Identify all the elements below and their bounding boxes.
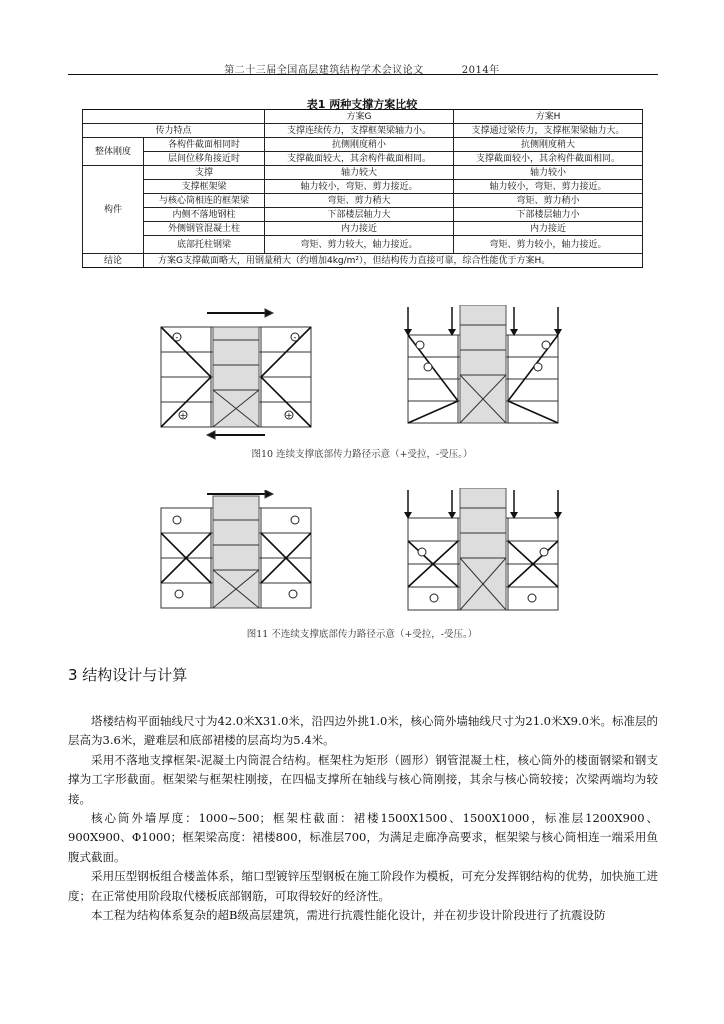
table-row <box>83 152 643 166</box>
table-cell: 下部楼层轴力小 <box>454 208 643 222</box>
figure-11-caption: 图11 不连续支撑底部传力路径示意（+受拉，-受压。） <box>246 629 478 640</box>
table-cell: 轴力较小，弯矩、剪力接近。 <box>265 180 454 194</box>
group-label: 构件 <box>83 166 144 254</box>
table-cell: 弯矩、剪力稍小 <box>454 194 643 208</box>
compression-sign: - <box>293 333 297 342</box>
figure-10-right <box>402 305 567 430</box>
header-year: 2014年 <box>461 65 500 76</box>
table-cell: 内力接近 <box>454 222 643 236</box>
table-row <box>83 254 643 268</box>
compression-sign: - <box>175 333 179 342</box>
paragraph: 采用不落地支撑框架-泥凝土内筒混合结构。框架柱为矩形（圆形）钢管混凝土柱，核心筒外的楼面钢梁和钢支撑为工字形截面。框架梁与框架柱刚接，在四榀支撑所在轴线与核心筒刚接，其余与核心筒较接；次梁两端均为较接。 <box>68 752 658 806</box>
header-scheme-h: 方案H <box>454 110 643 124</box>
paragraph: 本工程为结构体系复杂的超B级高层建筑，需进行抗震性能化设计，并在初步设计阶段进行了抗震设防 <box>91 908 606 923</box>
table-row <box>83 208 643 222</box>
table-cell: 轴力较小 <box>454 166 643 180</box>
table-row <box>83 194 643 208</box>
table-cell: 支撑连续传力，支撑框架梁轴力小。 <box>265 124 454 138</box>
row-label: 支撑 <box>144 166 265 180</box>
row-label: 与核心筒相连的框架梁 <box>144 194 265 208</box>
table-row <box>83 180 643 194</box>
header-scheme-g: 方案G <box>265 110 454 124</box>
row-label: 外侧钢管混凝土柱 <box>144 222 265 236</box>
table-cell: 抗侧刚度稍小 <box>265 138 454 152</box>
comparison-table <box>82 109 643 268</box>
table-cell: 轴力较大 <box>265 166 454 180</box>
row-label: 层间位移角接近时 <box>144 152 265 166</box>
row-label: 传力特点 <box>83 124 265 138</box>
table-cell: 弯矩、剪力较大，轴力接近。 <box>265 236 454 254</box>
table-row <box>83 236 643 254</box>
table-cell: 轴力较小，弯矩、剪力接近。 <box>454 180 643 194</box>
table-title: 表1 两种支撑方案比较 <box>306 98 418 111</box>
table-row <box>83 166 643 180</box>
table-cell: 支撑通过梁传力，支撑框架梁轴力大。 <box>454 124 643 138</box>
tension-sign: + <box>285 411 293 420</box>
table-cell: 内力接近 <box>265 222 454 236</box>
table-cell: 支撑截面较小，其余构件截面相同。 <box>454 152 643 166</box>
row-label: 结论 <box>83 254 144 268</box>
paragraph: 核心筒外墙厚度：1000~500；框架柱截面：裙楼1500X1500、1500X1000，标准层1200X900、900X900、Φ1000；框架梁高度：裙楼800，标准层700，为满足走廊净高要求，框架梁与核心筒相连一端采用鱼腹式截面。 <box>68 811 658 864</box>
tension-sign: + <box>179 411 187 420</box>
group-label: 整体刚度 <box>83 138 144 166</box>
table-cell: 抗侧刚度稍大 <box>454 138 643 152</box>
table-row <box>83 138 643 152</box>
table-row <box>83 110 643 124</box>
conclusion-text: 方案G支撑截面略大，用钢量稍大（约增加4kg/m²），但结构传力直接可靠，综合性能优于方案H。 <box>144 254 643 268</box>
row-label: 底部托柱钢梁 <box>144 236 265 254</box>
figure-11-left <box>155 490 320 620</box>
table-row <box>83 222 643 236</box>
row-label: 内侧不落地钢柱 <box>144 208 265 222</box>
table-row <box>83 124 643 138</box>
row-label: 支撑框架梁 <box>144 180 265 194</box>
figure-11-right <box>402 488 567 618</box>
header-title: 第二十三届全国高层建筑结构学术会议论文 <box>224 65 424 76</box>
section-heading: 3 结构设计与计算 <box>68 666 188 684</box>
table-cell: 下部楼层轴力大 <box>265 208 454 222</box>
table-cell: 弯矩、剪力较小，轴力接近。 <box>454 236 643 254</box>
row-label: 各构件截面相同时 <box>144 138 265 152</box>
table-cell: 弯矩、剪力稍大 <box>265 194 454 208</box>
header-rule <box>68 74 658 75</box>
table-cell: 支撑截面较大，其余构件截面相同。 <box>265 152 454 166</box>
body-text <box>68 712 658 925</box>
paragraph: 塔楼结构平面轴线尺寸为42.0米X31.0米，沿四边外挑1.0米，核心筒外墙轴线尺寸为21.0米X9.0米。标准层的层高为3.6米，避难层和底部裙楼的层高均为5.4米。 <box>68 714 658 748</box>
table-cell <box>83 110 265 124</box>
paragraph: 采用压型钢板组合楼盖体系，缩口型镀锌压型钢板在施工阶段作为模板，可充分发挥钢结构的优势，加快施工进度；在正常使用阶段取代楼板底部钢筋，可取得较好的经济性。 <box>68 869 658 903</box>
figure-10-caption: 图10 连续支撑底部传力路径示意（+受拉，-受压。） <box>251 449 473 460</box>
figure-10-left <box>155 305 320 440</box>
